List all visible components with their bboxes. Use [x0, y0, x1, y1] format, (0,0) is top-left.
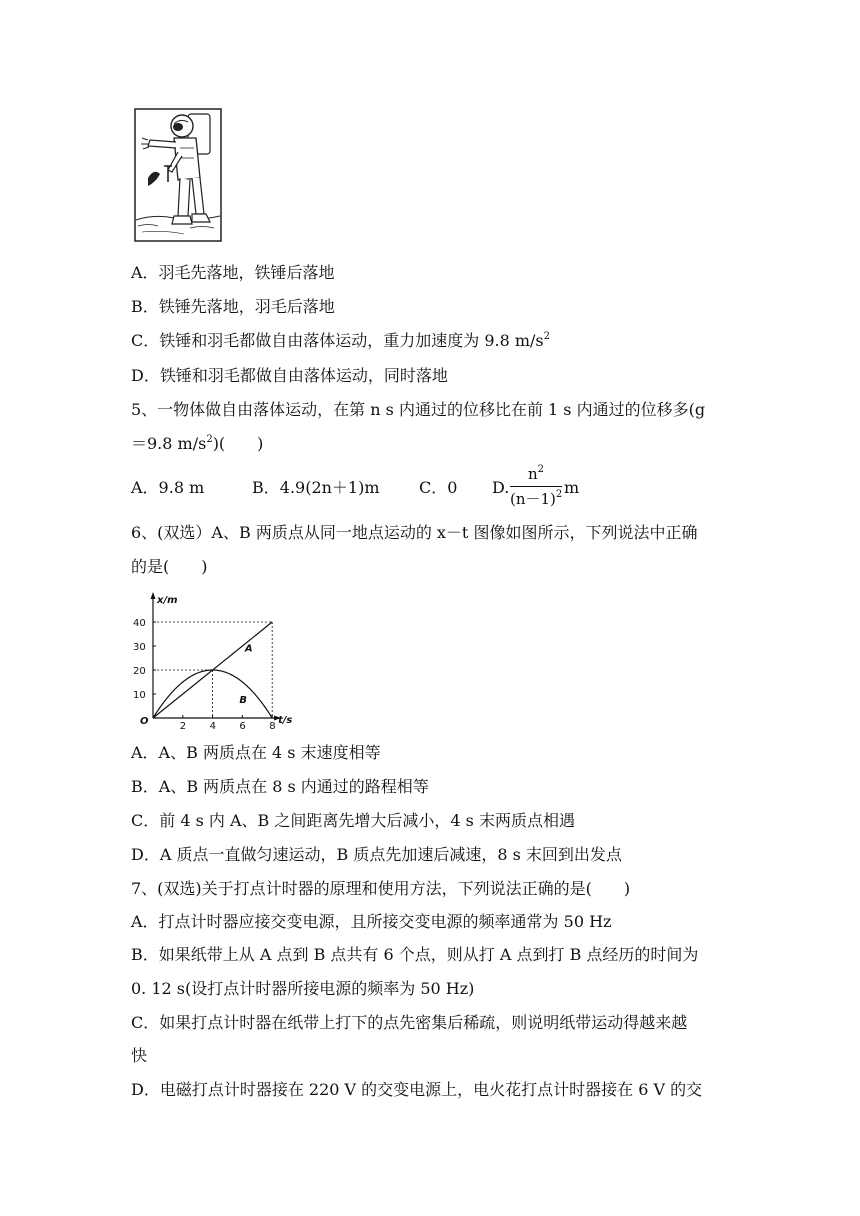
q5-option-d-denominator — [510, 488, 562, 509]
q5-d-num-sup: 2 — [537, 464, 545, 475]
q5-option-c: C．0 — [419, 478, 458, 497]
q6-stem-line-2: 的是( ) — [131, 557, 208, 576]
series-b-label: B — [239, 694, 248, 706]
q5-d-num-text: n — [528, 465, 538, 483]
q7-option-b-line-2: 0. 12 s(设打点计时器所接电源的频率为 50 Hz) — [131, 979, 475, 998]
x-tick-label: 6 — [239, 721, 246, 732]
y-tick-label: 10 — [133, 690, 146, 701]
q5-option-b: B．4.9(2n＋1)m — [252, 478, 380, 497]
q5-option-d-prefix: D. — [492, 478, 510, 497]
q7-option-c-line-1: C．如果打点计时器在纸带上打下的点先密集后稀疏，则说明纸带运动得越来越 — [131, 1013, 688, 1032]
q7-option-a: A．打点计时器应接交变电源，且所接交变电源的频率通常为 50 Hz — [131, 912, 612, 931]
q5-stem-2a: ＝9.8 m/s — [131, 434, 207, 453]
q6-option-b: B．A、B 两质点在 8 s 内通过的路程相等 — [131, 777, 429, 796]
y-axis-label: x/m — [157, 595, 178, 606]
q7-stem: 7、(双选)关于打点计时器的原理和使用方法，下列说法正确的是( ) — [131, 879, 631, 898]
x-axis-label: t/s — [278, 715, 293, 726]
q4-option-b: B．铁锤先落地，羽毛后落地 — [131, 297, 335, 316]
x-tick-label: 4 — [209, 721, 216, 732]
x-t-graph — [131, 590, 296, 732]
q5-option-a: A．9.8 m — [131, 478, 205, 497]
q5-options — [131, 478, 509, 498]
q7-option-b-line-1: B．如果纸带上从 A 点到 B 点共有 6 个点，则从打 A 点到打 B 点经历的时间为 — [131, 945, 699, 964]
q4-option-c — [131, 331, 550, 351]
q4-option-c-sup: 2 — [543, 331, 551, 342]
origin-label: O — [140, 716, 149, 727]
q5-stem-line-2 — [131, 434, 263, 454]
q4-option-a: A．羽毛先落地，铁锤后落地 — [131, 263, 335, 282]
y-tick-label: 40 — [133, 618, 146, 629]
q7-option-d-line-1: D．电磁打点计时器接在 220 V 的交变电源上，电火花打点计时器接在 6 V 的交 — [131, 1080, 703, 1099]
y-tick-label: 30 — [133, 642, 146, 653]
q6-option-c: C．前 4 s 内 A、B 之间距离先增大后减小，4 s 末两质点相遇 — [131, 811, 575, 830]
q5-option-d-numerator — [528, 465, 544, 483]
q5-option-d-fraction-bar — [510, 486, 562, 487]
y-axis-arrow — [151, 592, 156, 599]
astronaut-illustration — [134, 108, 222, 242]
y-tick-label: 20 — [133, 666, 146, 677]
q5-stem-2b: )( ) — [212, 434, 264, 453]
q4-option-d: D．铁锤和羽毛都做自由落体运动，同时落地 — [131, 366, 448, 385]
q5-d-den-text: (n－1) — [510, 490, 556, 508]
x-tick-label: 8 — [269, 721, 276, 732]
q5-stem-2sup: 2 — [206, 434, 213, 445]
q6-option-a: A．A、B 两质点在 4 s 末速度相等 — [131, 743, 381, 762]
q6-option-d: D．A 质点一直做匀速运动，B 质点先加速后减速，8 s 末回到出发点 — [131, 845, 622, 864]
q7-option-c-line-2: 快 — [131, 1046, 148, 1065]
q5-d-den-sup: 2 — [555, 489, 563, 500]
q6-stem-line-1: 6、(双选）A、B 两质点从同一地点运动的 x－t 图像如图所示，下列说法中正确 — [131, 523, 698, 542]
x-tick-label: 2 — [179, 721, 187, 732]
q5-stem-line-1: 5、一物体做自由落体运动，在第 n s 内通过的位移比在前 1 s 内通过的位移多(g — [131, 400, 706, 419]
series-a-label: A — [244, 643, 253, 655]
q4-option-c-text: C．铁锤和羽毛都做自由落体运动，重力加速度为 9.8 m/s — [131, 331, 544, 350]
q5-option-d-unit: m — [564, 478, 580, 497]
